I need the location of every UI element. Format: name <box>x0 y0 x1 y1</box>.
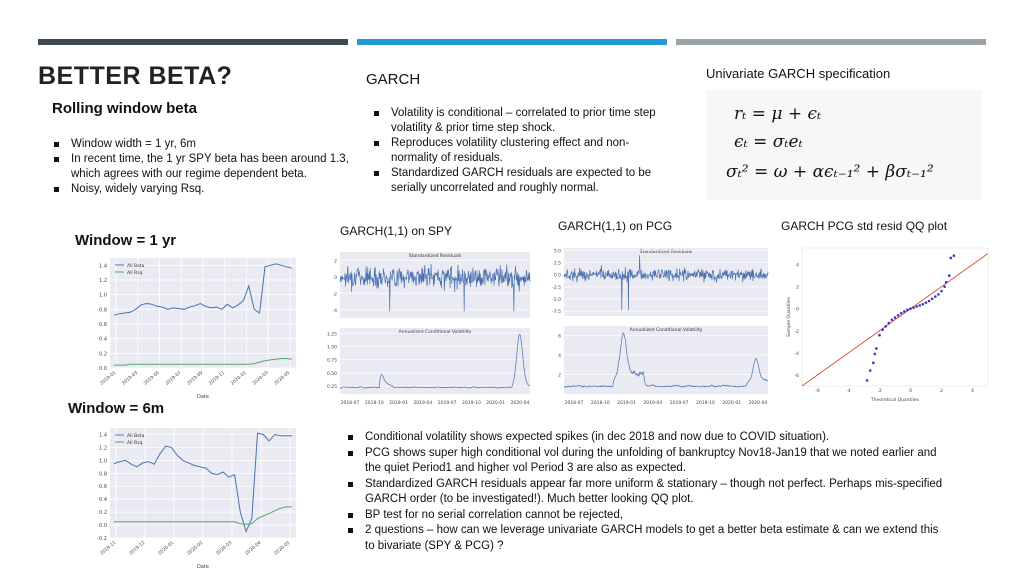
y-tick-label: 1.4 <box>99 263 107 270</box>
x-tick-label: 2018-10 <box>590 401 610 406</box>
x-axis-label: Date <box>197 394 209 400</box>
x-tick-label: 4 <box>971 389 974 394</box>
garch-heading: GARCH <box>366 71 421 88</box>
x-tick-label: -4 <box>846 389 851 394</box>
rolling-beta-bullets <box>52 137 352 197</box>
x-tick-label: 2019-10 <box>696 401 715 406</box>
y-tick-label: 0.0 <box>99 366 107 372</box>
qq-point <box>906 309 909 312</box>
y-tick-label: 1.0 <box>99 458 107 465</box>
qq-point <box>866 379 869 382</box>
y-tick-label: 2 <box>796 285 799 291</box>
qq-point <box>900 312 903 315</box>
x-tick-label: 2019-11 <box>99 540 118 557</box>
y-tick-label: 2.5 <box>553 261 561 267</box>
y-tick-label: 6 <box>558 334 561 340</box>
y-tick-label: 0.8 <box>99 307 107 314</box>
bullet: 2 questions – how can we leverage univariate GARCH models to get a better beta estimate & can we extend this to bivariate (SPY & PCG) ? <box>346 523 946 554</box>
y-tick-label: 0.75 <box>326 358 337 364</box>
equation-panel <box>706 90 982 200</box>
x-tick-label: 2019-05 <box>143 370 161 387</box>
qq-point <box>888 322 891 325</box>
bullet: Window width = 1 yr, 6m <box>52 137 352 152</box>
spec-heading: Univariate GARCH specification <box>706 66 891 81</box>
equation-returns: rₜ = μ + ϵₜ <box>734 104 822 124</box>
x-tick-label: 2020-05 <box>273 540 292 557</box>
x-tick-label: 2020-01 <box>486 401 506 406</box>
panel-title: Annualized Conditional Volatility <box>629 328 703 333</box>
y-tick-label: -0.2 <box>97 536 107 542</box>
qq-point <box>872 362 875 365</box>
x-tick-label: 0 <box>909 389 912 394</box>
x-axis-label: Theoretical Quantiles <box>871 398 919 403</box>
qq-plot-chart <box>782 244 992 404</box>
x-axis-label: Date <box>197 564 209 570</box>
y-tick-label: 0.2 <box>99 510 107 517</box>
bullet: BP test for no serial correlation cannot be rejected, <box>346 508 946 524</box>
x-tick-label: 2020-03 <box>251 370 270 387</box>
qq-point <box>881 328 884 331</box>
y-tick-label: 0.50 <box>326 371 337 377</box>
x-tick-label: 2018-07 <box>340 401 360 406</box>
equation-shock: ϵₜ = σₜeₜ <box>734 132 803 152</box>
x-tick-label: 2020-04 <box>244 540 263 557</box>
pcg-caption: GARCH(1,1) on PCG <box>558 219 673 233</box>
x-tick-label: 2019-09 <box>186 370 205 387</box>
bullet: PCG shows super high conditional vol during the unfolding of bankruptcy Nov18-Jan19 that we noted earlier and the quiet Period1 and higher vol Period 3 are also as expected. <box>346 446 946 477</box>
spy-caption: GARCH(1,1) on SPY <box>340 224 453 238</box>
x-tick-label: 2019-03 <box>121 370 140 387</box>
legend-label: All Beta <box>127 434 145 439</box>
x-tick-label: 2020-04 <box>510 401 530 406</box>
qq-point <box>874 353 877 356</box>
y-tick-label: -2 <box>794 329 799 335</box>
x-tick-label: 2020-04 <box>748 401 768 406</box>
y-tick-label: 0.25 <box>326 385 337 391</box>
bullet: Conditional volatility shows expected spikes (in dec 2018 and now due to COVID situation). <box>346 430 946 446</box>
y-axis-label: Sample Quantiles <box>787 297 792 337</box>
x-tick-label: 2019-01 <box>617 401 636 406</box>
y-tick-label: 0.2 <box>99 351 107 358</box>
y-tick-label: 2 <box>334 259 337 265</box>
y-tick-label: 0.0 <box>553 273 561 279</box>
qq-point <box>934 295 937 298</box>
y-tick-label: -4 <box>794 351 799 357</box>
y-tick-label: 5.0 <box>553 249 561 255</box>
x-tick-label: -2 <box>877 389 882 394</box>
y-tick-label: -5.0 <box>552 298 561 303</box>
spy-garch-chart <box>316 248 534 412</box>
x-tick-label: 2020-05 <box>273 370 292 387</box>
qq-point <box>922 303 925 306</box>
legend-label: All Rsq <box>127 271 143 276</box>
x-tick-label: 2019-07 <box>437 401 457 406</box>
panel-title: Annualized Conditional Volatility <box>398 330 472 335</box>
qq-point <box>912 306 915 309</box>
y-tick-label: -2 <box>332 292 337 298</box>
qq-point <box>943 285 946 288</box>
x-tick-label: 2020-01 <box>230 370 248 387</box>
y-tick-label: 0.6 <box>99 322 107 328</box>
x-tick-label: 2019-12 <box>128 540 147 557</box>
y-tick-label: 0 <box>796 307 799 313</box>
beta-6m-chart <box>88 424 300 572</box>
y-tick-label: 2 <box>558 373 561 379</box>
y-tick-label: 0.4 <box>99 497 107 504</box>
x-tick-label: 2019-01 <box>389 401 408 406</box>
equation-variance: σₜ² = ω + αϵₜ₋₁² + βσₜ₋₁² <box>726 162 934 182</box>
y-tick-label: 1.4 <box>99 432 107 439</box>
accent-bar-dark <box>38 39 348 45</box>
x-tick-label: 2019-10 <box>462 401 481 406</box>
plot-area <box>564 326 768 394</box>
qq-point <box>903 310 906 313</box>
y-tick-label: 0.8 <box>99 471 107 478</box>
y-tick-label: 1.25 <box>326 332 337 338</box>
bullet: In recent time, the 1 yr SPY beta has been around 1.3, which agrees with our regime dependent beta. <box>52 152 352 182</box>
accent-bar-blue <box>357 39 667 45</box>
qq-point <box>894 316 897 319</box>
qq-point <box>945 281 948 284</box>
beta-1yr-chart <box>88 254 300 402</box>
qq-point <box>884 325 887 328</box>
window-1yr-label: Window = 1 yr <box>75 232 177 249</box>
x-tick-label: 2019-04 <box>413 401 433 406</box>
qq-point <box>909 307 912 310</box>
y-tick-label: 1.0 <box>99 292 107 299</box>
x-tick-label: 2019-07 <box>669 401 689 406</box>
qq-point <box>891 318 894 321</box>
bullet: Volatility is conditional – correlated to prior time step volatility & prior time step shock. <box>372 106 664 136</box>
plot-area <box>340 252 530 318</box>
bullet: Standardized GARCH residuals appear far more uniform & stationary – though not perfect. Perhaps mis-specified GARCH order (to be investigated!). Much better looking QQ plot. <box>346 477 946 508</box>
y-tick-label: 1.2 <box>99 445 107 452</box>
x-tick-label: 2019-01 <box>99 370 118 387</box>
y-tick-label: -6 <box>794 373 799 379</box>
bullet: Reproduces volatility clustering effect and non-normality of residuals. <box>372 136 664 166</box>
legend-label: All Rsq <box>127 441 143 446</box>
y-tick-label: 0.4 <box>99 336 107 343</box>
qq-point <box>931 297 934 300</box>
qq-point <box>940 290 943 293</box>
y-tick-label: -4 <box>332 308 337 314</box>
bullet: Standardized GARCH residuals are expected to be serially uncorrelated and roughly normal. <box>372 166 664 196</box>
qq-point <box>948 274 951 277</box>
x-tick-label: 2019-11 <box>208 370 227 387</box>
panel-title: Standardized Residuals <box>408 254 462 259</box>
pcg-garch-chart <box>540 244 772 412</box>
y-tick-label: 1.00 <box>326 345 337 351</box>
bullet: Noisy, widely varying Rsq. <box>52 182 352 197</box>
qq-point <box>953 254 956 257</box>
qq-point <box>869 369 872 372</box>
qq-point <box>925 301 928 304</box>
qq-point <box>928 300 931 303</box>
x-tick-label: 2020-01 <box>157 540 176 557</box>
garch-bullets <box>372 106 664 196</box>
x-tick-label: 2 <box>940 389 943 394</box>
qq-point <box>875 347 878 350</box>
y-tick-label: 0.6 <box>99 484 107 491</box>
legend-label: All Beta <box>127 264 145 269</box>
x-tick-label: 2020-01 <box>722 401 742 406</box>
y-tick-label: 0.0 <box>99 523 107 530</box>
qq-caption: GARCH PCG std resid QQ plot <box>781 219 948 233</box>
y-tick-label: 4 <box>558 354 561 360</box>
qq-point <box>919 304 922 307</box>
slide-title: BETTER BETA? <box>38 62 233 90</box>
y-tick-label: 1.2 <box>99 278 107 284</box>
x-tick-label: 2019-07 <box>164 370 183 387</box>
qq-point <box>937 293 940 296</box>
x-tick-label: -6 <box>815 389 820 394</box>
y-tick-label: -2.5 <box>552 285 561 291</box>
conclusion-bullets <box>346 430 946 554</box>
qq-point <box>950 257 953 260</box>
panel-title: Standardized Residuals <box>639 250 693 255</box>
x-tick-label: 2020-03 <box>215 540 234 557</box>
window-6m-label: Window = 6m <box>68 400 165 417</box>
accent-bar-gray <box>676 39 986 45</box>
x-tick-label: 2020-02 <box>186 540 205 557</box>
x-tick-label: 2018-10 <box>364 401 384 406</box>
x-tick-label: 2019-04 <box>643 401 663 406</box>
y-tick-label: -7.5 <box>552 310 561 316</box>
x-tick-label: 2018-07 <box>564 401 584 406</box>
plot-area <box>564 248 768 316</box>
qq-point <box>897 314 900 317</box>
plot-area <box>340 328 530 394</box>
y-tick-label: 4 <box>796 263 799 269</box>
qq-point <box>915 305 918 308</box>
y-tick-label: 0 <box>334 275 337 281</box>
rolling-beta-heading: Rolling window beta <box>52 100 197 117</box>
qq-point <box>878 334 881 337</box>
